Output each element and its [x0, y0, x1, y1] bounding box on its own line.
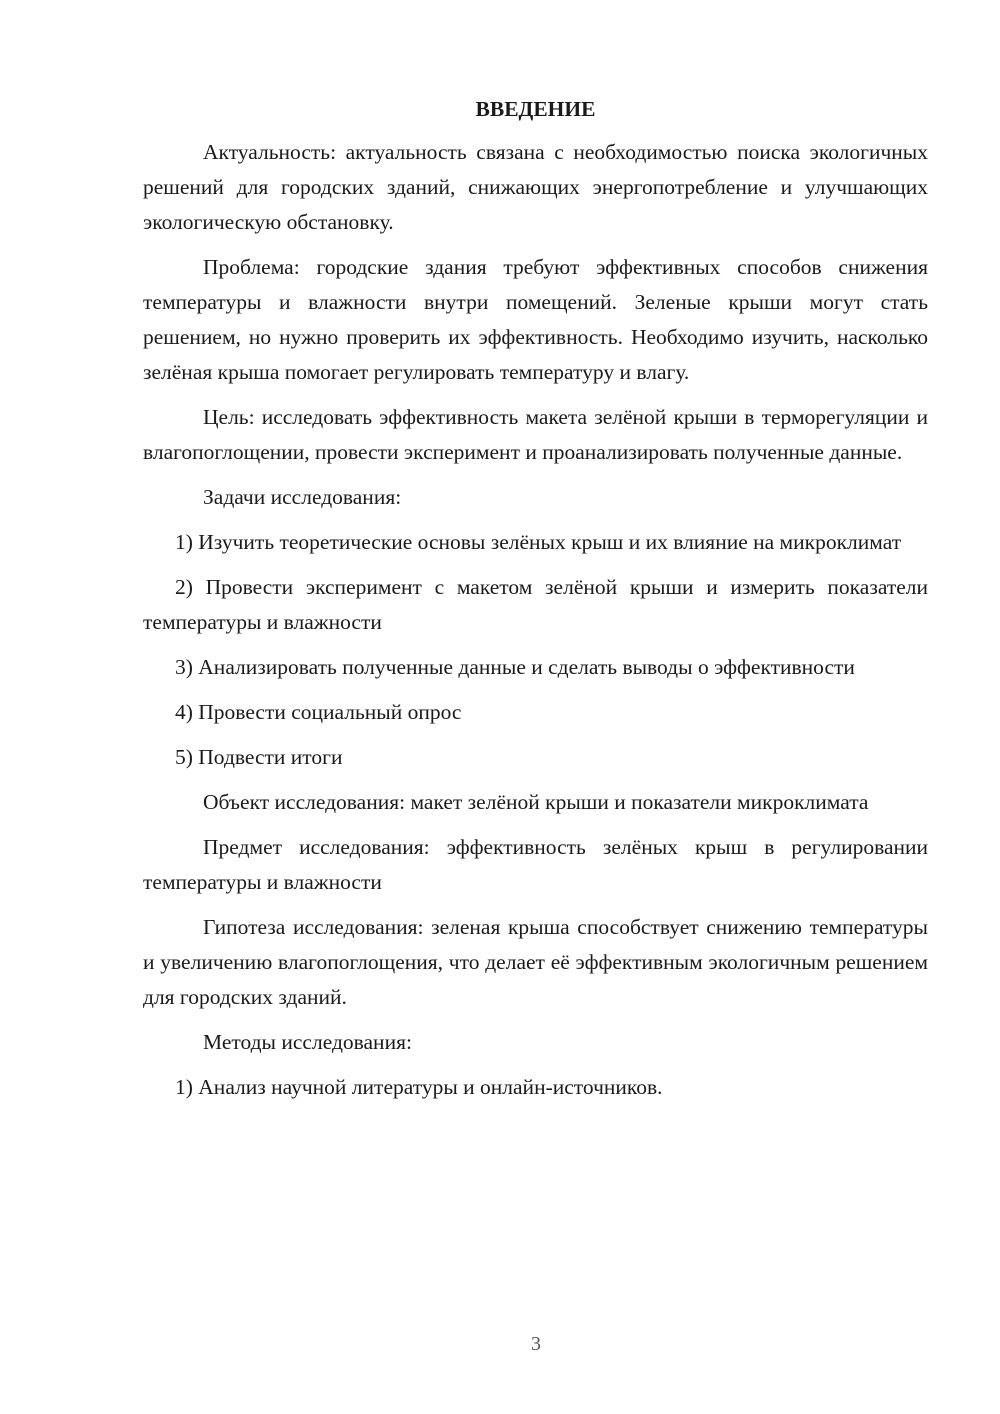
tasks-title: Задачи исследования:	[203, 485, 402, 509]
task-item-1: 1) Изучить теоретические основы зелёных крыш и их влияние на микроклимат	[175, 530, 902, 554]
task-item-5: 5) Подвести итоги	[175, 745, 343, 769]
paragraph-relevance: Актуальность: актуальность связана с необходимостью поиска экологичных решений для городских зданий, снижающих энергопотребление и улучшающих экологическую обстановку.	[143, 140, 928, 234]
paragraph-hypothesis: Гипотеза исследования: зеленая крыша способствует снижению температуры и увеличению влагопоглощения, что делает её эффективным экологичным решением для городских зданий.	[143, 915, 928, 1009]
task-item-3: 3) Анализировать полученные данные и сделать выводы о эффективности	[175, 655, 855, 679]
section-heading: ВВЕДЕНИЕ	[475, 97, 596, 121]
paragraph-goal: Цель: исследовать эффективность макета зелёной крыши в терморегуляции и влагопоглощении, провести эксперимент и проанализировать полученные данные.	[143, 405, 928, 464]
paragraph-problem: Проблема: городские здания требуют эффективных способов снижения температуры и влажности внутри помещений. Зеленые крыши могут стать решением, но нужно проверить их эффективность. Необходимо изучить, насколько зелёная крыша помогает регулировать температуру и влагу.	[143, 255, 928, 384]
paragraph-object: Объект исследования: макет зелёной крыши и показатели микроклимата	[203, 790, 869, 814]
task-item-2: 2) Провести эксперимент с макетом зелёной крыши и измерить показатели температуры и влажности	[143, 575, 928, 634]
page-number: 3	[531, 1333, 541, 1355]
method-item-1: 1) Анализ научной литературы и онлайн-источников.	[175, 1075, 663, 1099]
methods-title: Методы исследования:	[203, 1030, 412, 1054]
paragraph-subject: Предмет исследования: эффективность зелёных крыш в регулировании температуры и влажности	[143, 835, 928, 894]
page-content	[143, 92, 928, 1115]
task-item-4: 4) Провести социальный опрос	[175, 700, 462, 724]
